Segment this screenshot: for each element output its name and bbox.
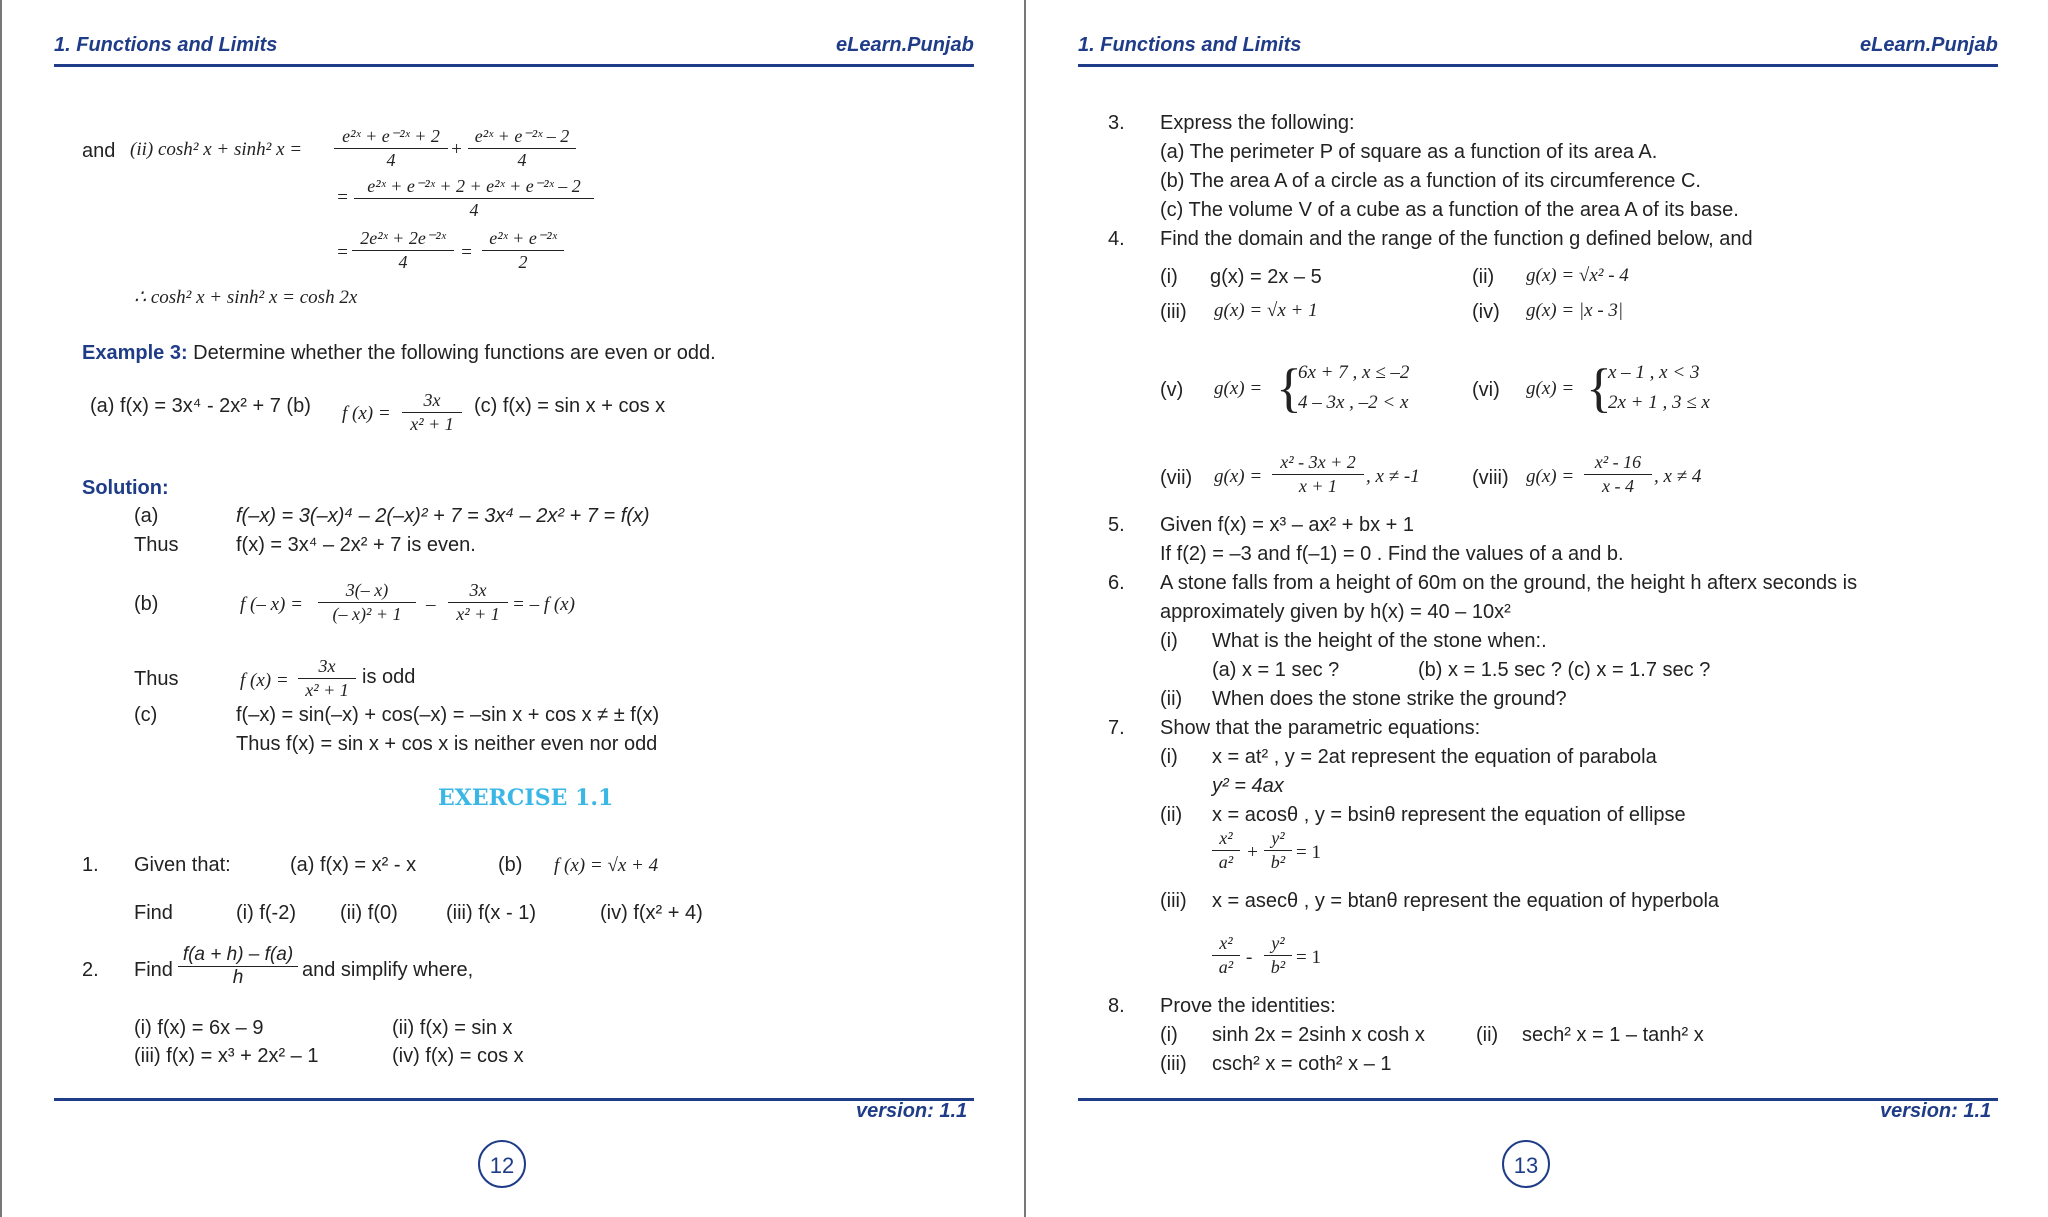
minus-sign: – bbox=[426, 594, 436, 615]
q6-ia: (a) x = 1 sec ? bbox=[1212, 659, 1340, 681]
chapter-title: 1. Functions and Limits bbox=[54, 34, 278, 56]
q7-i-tag: (i) bbox=[1160, 746, 1178, 768]
q2-text: and simplify where, bbox=[302, 959, 474, 981]
q4-v-row-2: 4 – 3x , –2 < x bbox=[1298, 392, 1409, 413]
solution-b-f1-num: 3(– x) bbox=[318, 580, 416, 603]
q1-iii: (iii) f(x - 1) bbox=[446, 902, 536, 924]
q4-ii: g(x) = √x² - 4 bbox=[1526, 265, 1629, 286]
q1-a: (a) f(x) = x² - x bbox=[290, 854, 417, 876]
q7-ii-frac-y bbox=[1264, 828, 1292, 873]
fraction-1 bbox=[334, 126, 448, 171]
q3-text: Express the following: bbox=[1160, 112, 1355, 134]
q4-vii-lhs: g(x) = bbox=[1214, 466, 1263, 487]
q3-b: (b) The area A of a circle as a function of its circumference C. bbox=[1160, 170, 1701, 192]
fraction-4-num: 2e²ˣ + 2e⁻²ˣ bbox=[352, 228, 454, 251]
q4-number: 4. bbox=[1108, 228, 1125, 250]
fraction-3-den: 4 bbox=[469, 200, 479, 220]
q3-a: (a) The perimeter P of square as a function of its area A. bbox=[1160, 141, 1658, 163]
example-3-b-den: x² + 1 bbox=[410, 414, 454, 434]
footer-rule bbox=[54, 1098, 974, 1101]
solution-b-rhs: = – f (x) bbox=[512, 594, 575, 615]
equals-sign: = bbox=[336, 187, 349, 208]
q4-vii-den: x + 1 bbox=[1298, 476, 1338, 496]
solution-c-line: f(–x) = sin(–x) + cos(–x) = –sin x + cos x ≠ ± f(x) bbox=[236, 704, 660, 726]
q1-b: (b) bbox=[498, 854, 523, 876]
exercise-title: EXERCISE 1.1 bbox=[438, 785, 614, 811]
q8-i: sinh 2x = 2sinh x cosh x bbox=[1212, 1024, 1425, 1046]
q4-viii-tag: (viii) bbox=[1472, 467, 1509, 489]
solution-b-f2-den: x² + 1 bbox=[456, 604, 500, 624]
q7-iii-tag: (iii) bbox=[1160, 890, 1187, 912]
example-3-a: (a) f(x) = 3x⁴ - 2x² + 7 (b) bbox=[90, 395, 311, 417]
left-brace-icon: { bbox=[1276, 358, 1302, 418]
q2-fraction-den: h bbox=[232, 967, 244, 988]
solution-thus-2-num: 3x bbox=[298, 656, 356, 679]
solution-b-tag: (b) bbox=[134, 593, 159, 615]
solution-c-tag: (c) bbox=[134, 704, 158, 726]
solution-a-line: f(–x) = 3(–x)⁴ – 2(–x)² + 7 = 3x⁴ – 2x² + 7 = f(x) bbox=[236, 505, 650, 527]
q4-viii-cond: , x ≠ 4 bbox=[1654, 466, 1702, 487]
solution-a-tag: (a) bbox=[134, 505, 159, 527]
solution-thus-2-fraction bbox=[298, 656, 356, 701]
q4-vi-tag: (vi) bbox=[1472, 379, 1500, 401]
q7-iii-frac-y bbox=[1264, 933, 1292, 978]
q1-find: Find bbox=[134, 902, 173, 924]
equals-sign: = bbox=[460, 242, 473, 263]
solution-thus-2: Thus bbox=[134, 668, 179, 690]
q4-i-tag: (i) bbox=[1160, 266, 1178, 288]
q4-iii: g(x) = √x + 1 bbox=[1214, 300, 1318, 321]
q4-v-tag: (v) bbox=[1160, 379, 1184, 401]
brand-name: eLearn.Punjab bbox=[836, 34, 974, 56]
q4-vi-row-1: x – 1 , x < 3 bbox=[1608, 362, 1700, 383]
brand-name: eLearn.Punjab bbox=[1860, 34, 1998, 56]
footer-rule bbox=[1078, 1098, 1998, 1101]
right-page bbox=[1024, 0, 2048, 1217]
q4-vii-num: x² - 3x + 2 bbox=[1272, 452, 1364, 475]
q7-text: Show that the parametric equations: bbox=[1160, 717, 1481, 739]
q8-number: 8. bbox=[1108, 995, 1125, 1017]
fraction-2-den: 4 bbox=[517, 150, 527, 170]
solution-label: Solution: bbox=[82, 477, 169, 499]
header-rule bbox=[1078, 64, 1998, 67]
q4-vi-lhs: g(x) = bbox=[1526, 378, 1575, 399]
q7-ii-frac-x bbox=[1212, 828, 1240, 873]
q4-viii-fraction bbox=[1584, 452, 1652, 497]
q1-i: (i) f(-2) bbox=[236, 902, 296, 924]
fraction-2-num: e²ˣ + e⁻²ˣ – 2 bbox=[468, 126, 576, 149]
q8-iii-tag: (iii) bbox=[1160, 1053, 1187, 1075]
q4-vii-fraction bbox=[1272, 452, 1364, 497]
solution-b-f1-den: (– x)² + 1 bbox=[332, 604, 402, 624]
q5-line-1: Given f(x) = x³ – ax² + bx + 1 bbox=[1160, 514, 1414, 536]
q8-ii: sech² x = 1 – tanh² x bbox=[1522, 1024, 1704, 1046]
q6-line-1: A stone falls from a height of 60m on the ground, the height h afterx seconds is bbox=[1160, 572, 1858, 594]
q7-iii: x = asecθ , y = btanθ represent the equation of hyperbola bbox=[1212, 890, 1720, 912]
fraction-2 bbox=[468, 126, 576, 171]
fraction-4 bbox=[352, 228, 454, 273]
q4-viii-lhs: g(x) = bbox=[1526, 466, 1575, 487]
q6-line-2: approximately given by h(x) = 40 – 10x² bbox=[1160, 601, 1511, 623]
q5-number: 5. bbox=[1108, 514, 1125, 536]
q3-c: (c) The volume V of a cube as a function of the area A of its base. bbox=[1160, 199, 1739, 221]
q4-viii-den: x - 4 bbox=[1602, 476, 1634, 496]
fraction-3-num: e²ˣ + e⁻²ˣ + 2 + e²ˣ + e⁻²ˣ – 2 bbox=[354, 176, 594, 199]
q7-iii-num-2: y² bbox=[1264, 933, 1292, 956]
q2-iii: (iii) f(x) = x³ + 2x² – 1 bbox=[134, 1045, 319, 1067]
q4-viii-num: x² - 16 bbox=[1584, 452, 1652, 475]
example-3-b-lhs: f (x) = bbox=[342, 403, 391, 424]
q7-i-eq: y² = 4ax bbox=[1212, 775, 1284, 797]
q6-i: What is the height of the stone when:. bbox=[1212, 630, 1547, 652]
fraction-1-num: e²ˣ + e⁻²ˣ + 2 bbox=[334, 126, 448, 149]
therefore-line: ∴ cosh² x + sinh² x = cosh 2x bbox=[134, 287, 358, 308]
version-label: version: 1.1 bbox=[856, 1100, 968, 1122]
q7-ii-num-2: y² bbox=[1264, 828, 1292, 851]
q7-ii: x = acosθ , y = bsinθ represent the equation of ellipse bbox=[1212, 804, 1686, 826]
and-word: and bbox=[82, 140, 116, 162]
solution-thus-1-text: f(x) = 3x⁴ – 2x² + 7 is even. bbox=[236, 534, 476, 556]
q7-iii-op: - bbox=[1246, 947, 1253, 968]
q4-vii-cond: , x ≠ -1 bbox=[1366, 466, 1420, 487]
header-rule bbox=[54, 64, 974, 67]
page-number: 13 bbox=[1502, 1140, 1550, 1188]
fraction-1-den: 4 bbox=[386, 150, 396, 170]
q7-ii-den-1: a² bbox=[1218, 852, 1234, 872]
q7-ii-tag: (ii) bbox=[1160, 804, 1183, 826]
solution-c-thus: Thus f(x) = sin x + cos x is neither even nor odd bbox=[236, 733, 658, 755]
q1-given: Given that: bbox=[134, 854, 231, 876]
solution-b-f2-num: 3x bbox=[448, 580, 508, 603]
q7-i: x = at² , y = 2at represent the equation of parabola bbox=[1212, 746, 1657, 768]
example-3 bbox=[82, 341, 716, 365]
fraction-5-num: e²ˣ + e⁻²ˣ bbox=[482, 228, 564, 251]
q2-find: Find bbox=[134, 959, 173, 981]
q1-b-expr: f (x) = √x + 4 bbox=[554, 855, 659, 876]
q1-iv: (iv) f(x² + 4) bbox=[600, 902, 703, 924]
q7-iii-num-1: x² bbox=[1212, 933, 1240, 956]
q4-vii-tag: (vii) bbox=[1160, 467, 1193, 489]
solution-thus-2-den: x² + 1 bbox=[305, 680, 349, 700]
fraction-5-den: 2 bbox=[518, 252, 528, 272]
fraction-3 bbox=[354, 176, 594, 221]
page-number: 12 bbox=[478, 1140, 526, 1188]
q7-ii-den-2: b² bbox=[1270, 852, 1286, 872]
q2-iv: (iv) f(x) = cos x bbox=[392, 1045, 524, 1067]
q8-i-tag: (i) bbox=[1160, 1024, 1178, 1046]
q1-ii: (ii) f(0) bbox=[340, 902, 398, 924]
q7-iii-rhs: = 1 bbox=[1296, 947, 1321, 968]
chapter-title: 1. Functions and Limits bbox=[1078, 34, 1302, 56]
q4-iv: g(x) = |x - 3| bbox=[1526, 300, 1624, 321]
q4-vi-row-2: 2x + 1 , 3 ≤ x bbox=[1608, 392, 1710, 413]
solution-thus-2-lhs: f (x) = bbox=[240, 670, 289, 691]
q1-number: 1. bbox=[82, 854, 99, 876]
solution-thus-1: Thus bbox=[134, 534, 179, 556]
q4-ii-tag: (ii) bbox=[1472, 266, 1495, 288]
q2-fraction bbox=[178, 944, 298, 989]
example-3-b-num: 3x bbox=[402, 390, 462, 413]
q7-ii-rhs: = 1 bbox=[1296, 842, 1321, 863]
q2-ii: (ii) f(x) = sin x bbox=[392, 1017, 513, 1039]
plus-sign: + bbox=[450, 139, 463, 160]
q4-iii-tag: (iii) bbox=[1160, 301, 1187, 323]
equals-sign: = bbox=[336, 242, 349, 263]
identity-lhs: (ii) cosh² x + sinh² x = bbox=[130, 139, 303, 160]
solution-thus-2-text: is odd bbox=[362, 666, 416, 688]
q2-fraction-num: f(a + h) – f(a) bbox=[178, 944, 298, 967]
q5-line-2: If f(2) = –3 and f(–1) = 0 . Find the values of a and b. bbox=[1160, 543, 1624, 565]
q4-text: Find the domain and the range of the function g defined below, and bbox=[1160, 228, 1753, 250]
q6-number: 6. bbox=[1108, 572, 1125, 594]
solution-b-lhs: f (– x) = bbox=[240, 594, 303, 615]
example-3-label: Example 3: bbox=[82, 342, 188, 364]
example-3-c: (c) f(x) = sin x + cos x bbox=[474, 395, 666, 417]
solution-b-fraction-1 bbox=[318, 580, 416, 625]
q6-ib: (b) x = 1.5 sec ? (c) x = 1.7 sec ? bbox=[1418, 659, 1711, 681]
q7-ii-op: + bbox=[1246, 842, 1259, 863]
fraction-4-den: 4 bbox=[398, 252, 408, 272]
q7-iii-den-1: a² bbox=[1218, 957, 1234, 977]
q6-ii: When does the stone strike the ground? bbox=[1212, 688, 1567, 710]
q2-number: 2. bbox=[82, 959, 99, 981]
q4-iv-tag: (iv) bbox=[1472, 301, 1500, 323]
example-3-text: Determine whether the following functions are even or odd. bbox=[193, 342, 716, 364]
q4-v-row-1: 6x + 7 , x ≤ –2 bbox=[1298, 362, 1410, 383]
solution-b-fraction-2 bbox=[448, 580, 508, 625]
q7-iii-frac-x bbox=[1212, 933, 1240, 978]
q2-i: (i) f(x) = 6x – 9 bbox=[134, 1017, 264, 1039]
q4-i: g(x) = 2x – 5 bbox=[1210, 266, 1322, 288]
q6-ii-tag: (ii) bbox=[1160, 688, 1183, 710]
example-3-b-fraction bbox=[402, 390, 462, 435]
q7-ii-num-1: x² bbox=[1212, 828, 1240, 851]
q8-ii-tag: (ii) bbox=[1476, 1024, 1499, 1046]
q7-number: 7. bbox=[1108, 717, 1125, 739]
fraction-5 bbox=[482, 228, 564, 273]
q8-text: Prove the identities: bbox=[1160, 995, 1336, 1017]
q3-number: 3. bbox=[1108, 112, 1125, 134]
left-brace-icon: { bbox=[1586, 358, 1612, 418]
version-label: version: 1.1 bbox=[1880, 1100, 1992, 1122]
q7-iii-den-2: b² bbox=[1270, 957, 1286, 977]
q8-iii: csch² x = coth² x – 1 bbox=[1212, 1053, 1392, 1075]
q6-i-tag: (i) bbox=[1160, 630, 1178, 652]
q4-v-lhs: g(x) = bbox=[1214, 378, 1263, 399]
